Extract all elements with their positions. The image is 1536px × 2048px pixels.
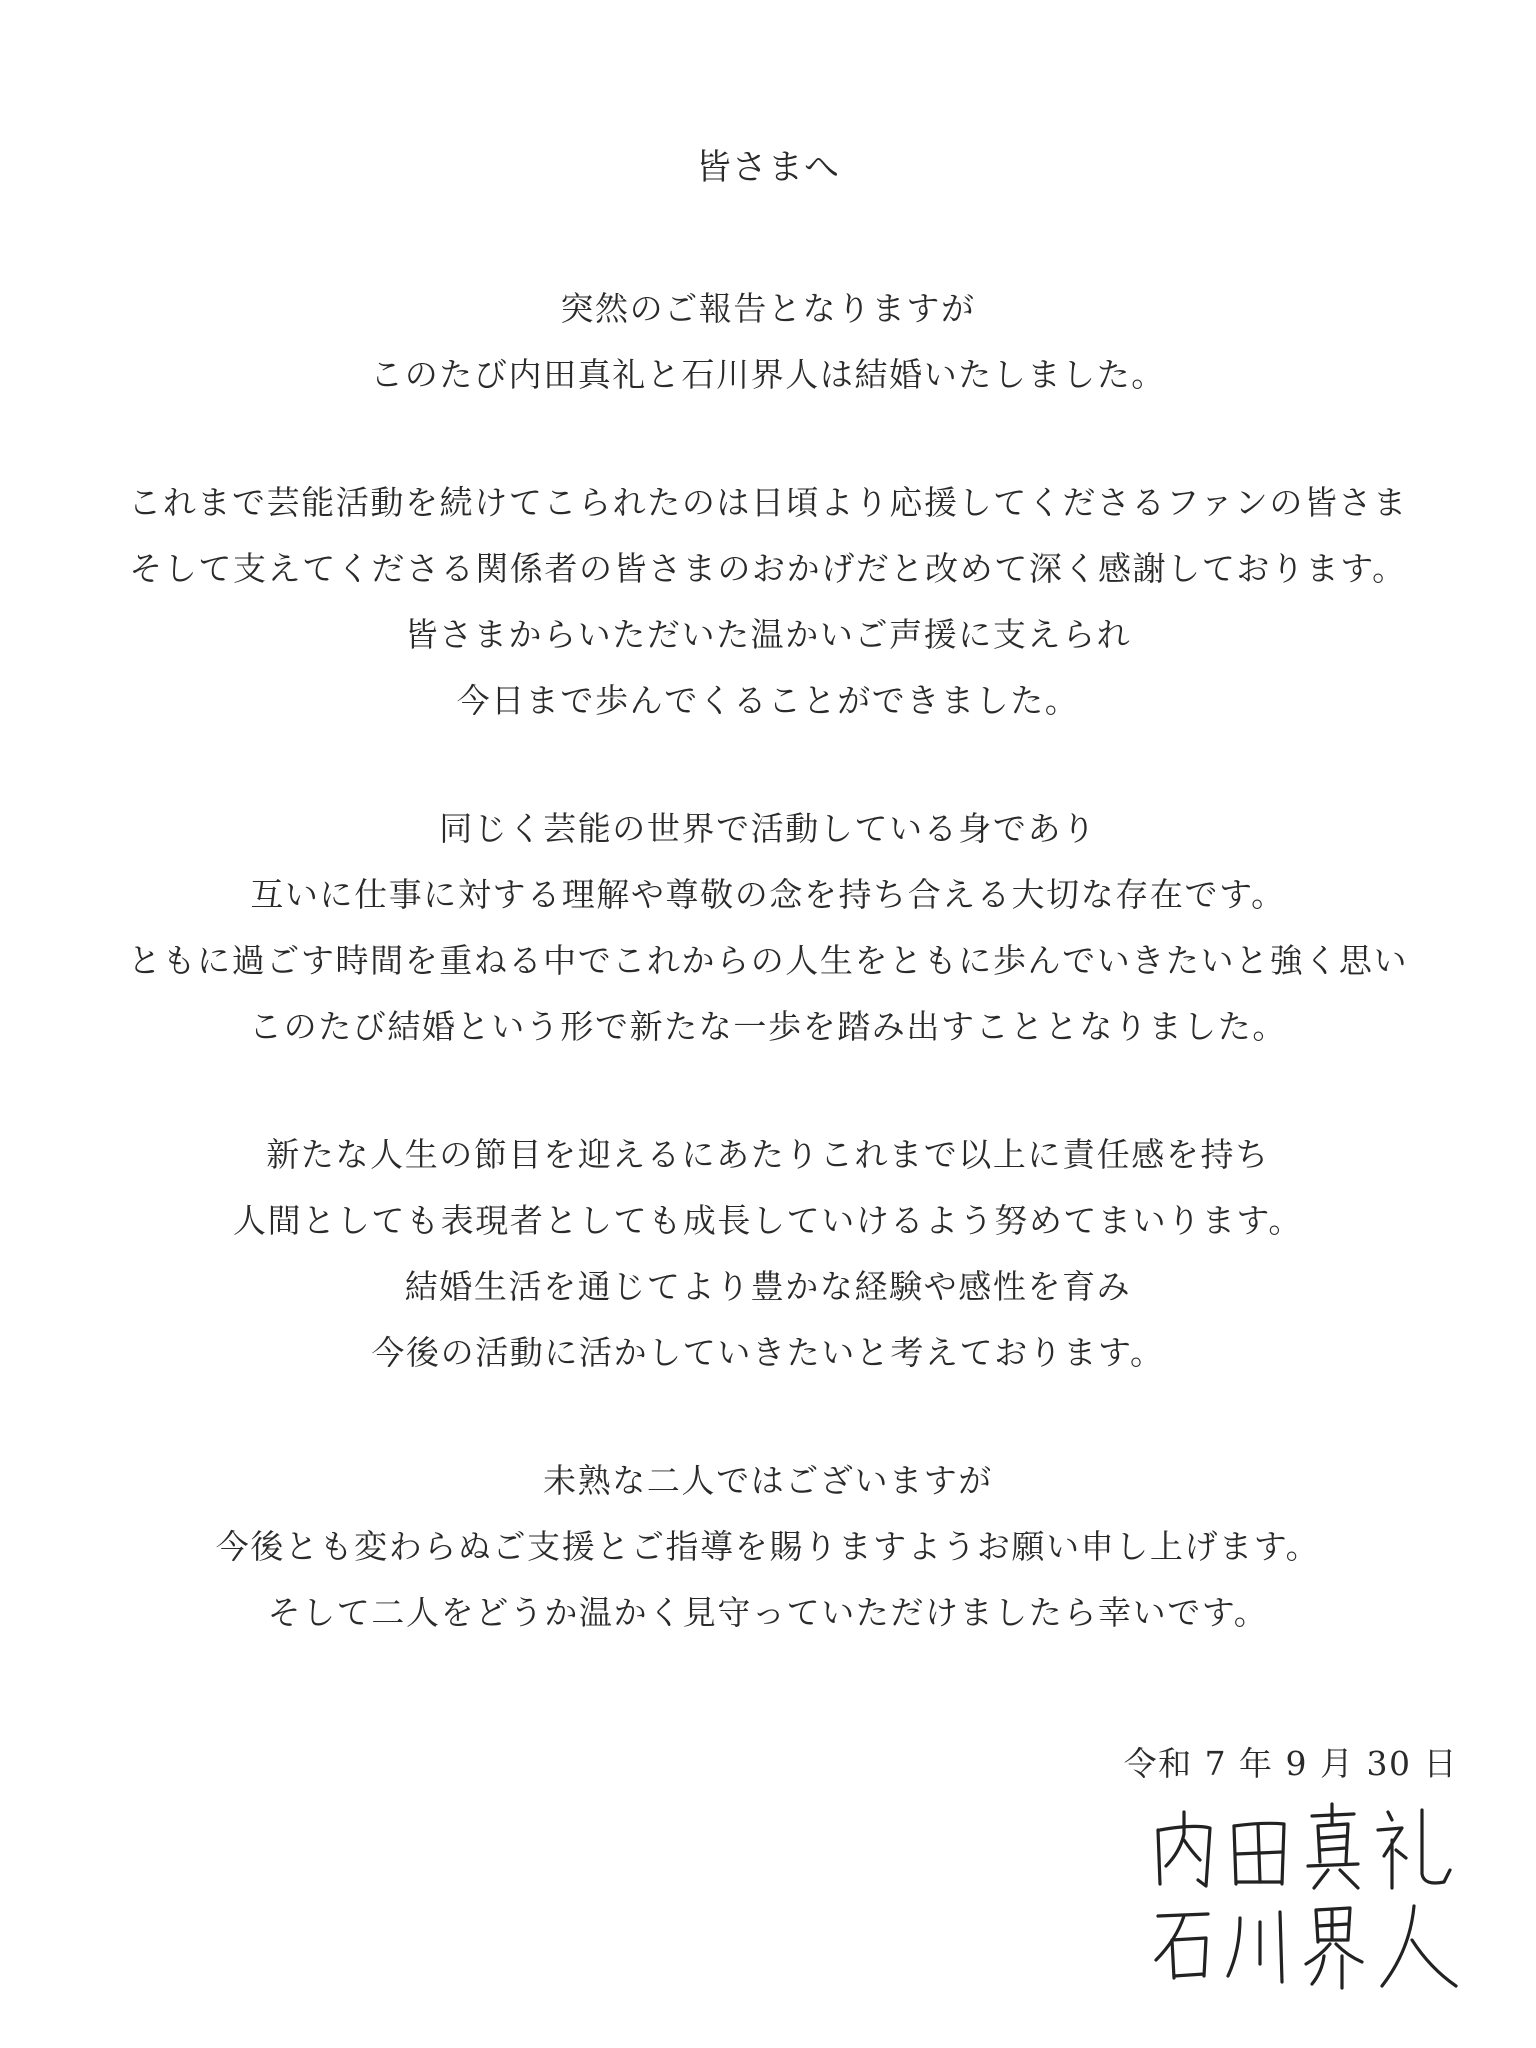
body-line: これまで芸能活動を続けてこられたのは日頃より応援してくださるファンの皆さま	[128, 483, 1408, 522]
handwritten-signatures	[1144, 1800, 1464, 2000]
signature-drawing	[1144, 1800, 1464, 2000]
signature-uchida-mare	[1158, 1804, 1450, 1888]
body-line: 未熟な二人ではございますが	[543, 1461, 993, 1500]
body-line: そして二人をどうか温かく見守っていただけましたら幸いです。	[267, 1593, 1269, 1632]
letter-body	[0, 276, 1536, 1708]
body-line: 今後の活動に活かしていきたいと考えております。	[371, 1333, 1165, 1372]
salutation: 皆さまへ	[695, 148, 840, 188]
body-line: このたび内田真礼と石川界人は結婚いたしました。	[370, 355, 1166, 394]
body-line: 新たな人生の節目を迎えるにあたりこれまで以上に責任感を持ち	[266, 1135, 1270, 1174]
letter-date: 令和 7 年 9 月 30 日	[1123, 1744, 1458, 1783]
body-line: 突然のご報告となりますが	[560, 289, 976, 328]
body-line: 今後とも変わらぬご支援とご指導を賜りますようお願い申し上げます。	[215, 1527, 1321, 1566]
body-line: 人間としても表現者としても成長していけるよう努めてまいります。	[233, 1201, 1303, 1240]
body-line: 同じく芸能の世界で活動している身であり	[439, 809, 1097, 848]
body-line: 皆さまからいただいた温かいご声援に支えられ	[404, 615, 1132, 654]
body-line: ともに過ごす時間を重ねる中でこれからの人生をともに歩んでいきたいと強く思い	[127, 941, 1409, 980]
paragraph-gratitude	[0, 470, 1536, 734]
body-line: 結婚生活を通じてより豊かな経験や感性を育み	[404, 1267, 1132, 1306]
body-line: 互いに仕事に対する理解や尊敬の念を持ち合える大切な存在です。	[250, 875, 1286, 914]
body-line: 今日まで歩んでくることができました。	[456, 681, 1080, 720]
paragraph-closing	[0, 1448, 1536, 1646]
paragraph-announcement	[0, 276, 1536, 408]
paragraph-relationship	[0, 796, 1536, 1060]
body-line: このたび結婚という形で新たな一歩を踏み出すこととなりました。	[249, 1007, 1287, 1046]
signature-ishikawa-kaito	[1156, 1906, 1456, 1988]
paragraph-resolve	[0, 1122, 1536, 1386]
body-line: そして支えてくださる関係者の皆さまのおかげだと改めて深く感謝しております。	[129, 549, 1407, 588]
